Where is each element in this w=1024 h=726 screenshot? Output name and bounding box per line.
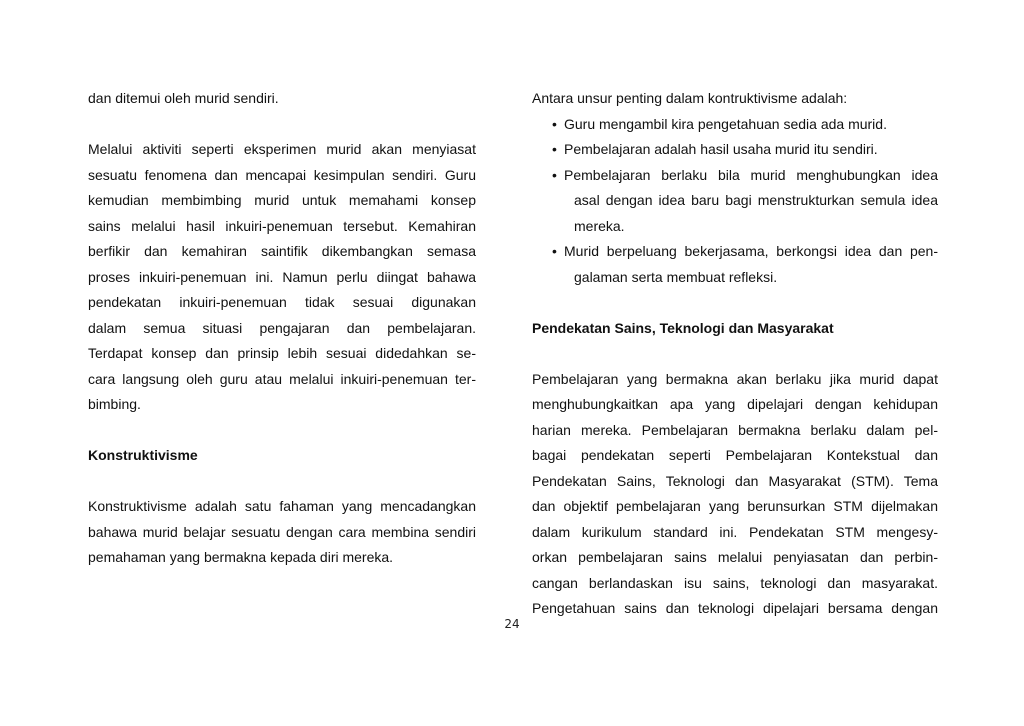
paragraph-line: orkan pembelajaran sains melalui penyiasatan dan perbin-	[532, 549, 938, 565]
right-intro-line: Antara unsur penting dalam kontruktivisme adalah:	[532, 90, 848, 106]
left-column	[88, 86, 476, 571]
paragraph-line: berfikir dan kemahiran saintifik dikembangkan semasa	[88, 243, 476, 259]
left-intro-line: dan ditemui oleh murid sendiri.	[88, 90, 279, 106]
page-number: 24	[504, 617, 520, 631]
bullet-continuation-line: galaman serta membuat refleksi.	[574, 268, 778, 285]
paragraph-gap	[88, 112, 476, 138]
list-item	[532, 137, 938, 163]
paragraph-line: Pengetahuan sains dan teknologi dipelajari bersama dengan	[532, 600, 938, 616]
paragraph-line: Konstruktivisme adalah satu fahaman yang mencadangkan	[88, 498, 476, 514]
paragraph-line: cangan berlandaskan isu sains, teknologi dan masyarakat.	[532, 574, 938, 591]
paragraph-line: bahawa murid belajar sesuatu dengan cara membina sendiri	[88, 523, 476, 540]
paragraph-line: pendekatan inkuiri-penemuan tidak sesuai digunakan	[88, 294, 476, 310]
paragraph-line: dalam kurikulum standard ini. Pendekatan STM mengesy-	[532, 523, 938, 540]
bullet-icon: •	[552, 243, 557, 259]
paragraph-line: kemudian membimbing murid untuk memahami konsep	[88, 192, 476, 208]
paragraph-line: harian mereka. Pembelajaran bermakna berlaku dalam pel-	[532, 421, 938, 438]
paragraph-gap	[532, 341, 938, 367]
bullet-line	[532, 163, 938, 189]
paragraph-line: Pendekatan Sains, Teknologi dan Masyarakat (STM). Tema	[532, 472, 938, 489]
bullet-text: Murid berpeluang bekerjasama, berkongsi idea dan pen-	[564, 243, 938, 259]
bullet-icon: •	[552, 141, 557, 157]
bullet-continuation-line: asal dengan idea baru bagi menstrukturkan semula idea	[574, 192, 938, 208]
paragraph-line: cara langsung oleh guru atau melalui inkuiri-penemuan ter-	[88, 370, 476, 387]
paragraph-line: bagai pendekatan seperti Pembelajaran Kontekstual dan	[532, 447, 938, 463]
bullet-line	[532, 112, 938, 138]
bullet-text: Pembelajaran adalah hasil usaha murid itu sendiri.	[564, 141, 878, 157]
paragraph-line: pemahaman yang bermakna kepada diri mereka.	[88, 549, 394, 565]
paragraph-gap	[532, 290, 938, 316]
bullet-icon: •	[552, 166, 557, 183]
list-item	[532, 112, 938, 138]
paragraph-line: sains melalui hasil inkuiri-penemuan tersebut. Kemahiran	[88, 217, 476, 234]
bullet-line	[532, 239, 938, 265]
paragraph-line: bimbing.	[88, 396, 141, 412]
bullet-list	[532, 112, 938, 291]
paragraph-gap	[88, 418, 476, 444]
left-paragraph-2	[88, 494, 476, 571]
paragraph-line: proses inkuiri-penemuan ini. Namun perlu diingat bahawa	[88, 268, 476, 285]
bullet-icon: •	[552, 115, 557, 132]
list-item	[532, 239, 938, 290]
right-column	[532, 86, 938, 622]
paragraph-line: menghubungkaitkan apa yang dipelajari dengan kehidupan	[532, 396, 938, 412]
paragraph-line: sesuatu fenomena dan mencapai kesimpulan sendiri. Guru	[88, 166, 476, 183]
bullet-continuation-line: mereka.	[574, 217, 625, 234]
section-heading-konstruktivisme: Konstruktivisme	[88, 447, 198, 463]
paragraph-line: dalam semua situasi pengajaran dan pembelajaran.	[88, 319, 476, 336]
paragraph-line: Melalui aktiviti seperti eksperimen murid akan menyiasat	[88, 141, 476, 157]
paragraph-line: Terdapat konsep dan prinsip lebih sesuai didedahkan se-	[88, 345, 476, 361]
section-heading-stm: Pendekatan Sains, Teknologi dan Masyarakat	[532, 319, 834, 336]
left-paragraph-1	[88, 137, 476, 418]
bullet-text: Pembelajaran berlaku bila murid menghubungkan idea	[564, 166, 938, 183]
right-paragraph-1	[532, 367, 938, 622]
bullet-text: Guru mengambil kira pengetahuan sedia ada murid.	[564, 115, 887, 132]
paragraph-gap	[88, 469, 476, 495]
paragraph-line: dan objektif pembelajaran yang berunsurkan STM dijelmakan	[532, 498, 938, 514]
bullet-line	[532, 137, 938, 163]
paragraph-line: Pembelajaran yang bermakna akan berlaku jika murid dapat	[532, 370, 938, 387]
list-item	[532, 163, 938, 240]
